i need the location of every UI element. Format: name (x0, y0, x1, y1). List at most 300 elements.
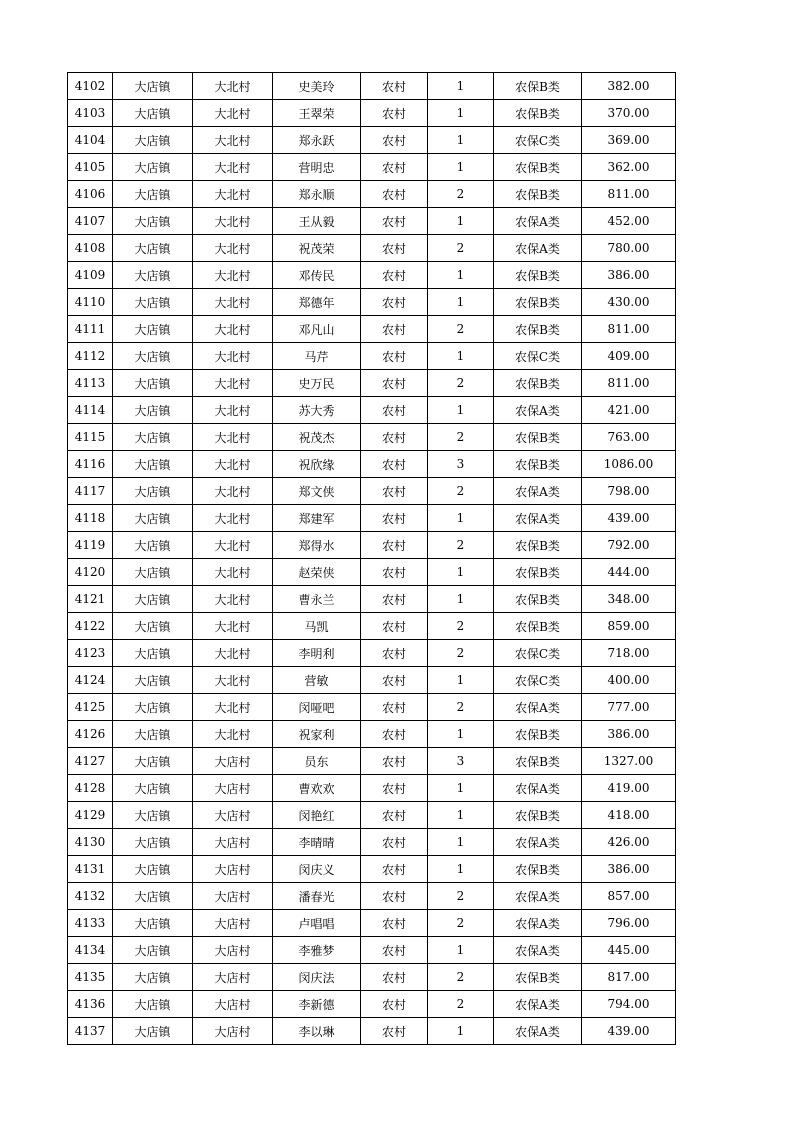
amount-cell: 370.00 (582, 100, 676, 127)
row-number-cell: 4119 (68, 532, 113, 559)
person-count-cell: 2 (428, 424, 494, 451)
insurance-class-cell: 农保B类 (494, 262, 582, 289)
household-type-cell: 农村 (361, 262, 428, 289)
village-cell: 大北村 (193, 424, 273, 451)
person-count-cell: 2 (428, 964, 494, 991)
amount-cell: 763.00 (582, 424, 676, 451)
name-cell: 闵庆法 (273, 964, 361, 991)
town-cell: 大店镇 (113, 937, 193, 964)
insurance-class-cell: 农保B类 (494, 154, 582, 181)
household-type-cell: 农村 (361, 181, 428, 208)
table-row (68, 964, 676, 991)
insurance-class-cell: 农保B类 (494, 721, 582, 748)
amount-cell: 796.00 (582, 910, 676, 937)
amount-cell: 348.00 (582, 586, 676, 613)
household-type-cell: 农村 (361, 856, 428, 883)
person-count-cell: 1 (428, 208, 494, 235)
row-number-cell: 4122 (68, 613, 113, 640)
row-number-cell: 4136 (68, 991, 113, 1018)
row-number-cell: 4127 (68, 748, 113, 775)
person-count-cell: 2 (428, 640, 494, 667)
town-cell: 大店镇 (113, 694, 193, 721)
amount-cell: 452.00 (582, 208, 676, 235)
household-type-cell: 农村 (361, 451, 428, 478)
village-cell: 大北村 (193, 208, 273, 235)
person-count-cell: 2 (428, 316, 494, 343)
insurance-class-cell: 农保A类 (494, 505, 582, 532)
village-cell: 大北村 (193, 397, 273, 424)
insurance-class-cell: 农保B类 (494, 100, 582, 127)
town-cell: 大店镇 (113, 559, 193, 586)
row-number-cell: 4133 (68, 910, 113, 937)
household-type-cell: 农村 (361, 316, 428, 343)
amount-cell: 418.00 (582, 802, 676, 829)
town-cell: 大店镇 (113, 478, 193, 505)
village-cell: 大北村 (193, 181, 273, 208)
household-type-cell: 农村 (361, 694, 428, 721)
table-row (68, 1018, 676, 1045)
row-number-cell: 4103 (68, 100, 113, 127)
name-cell: 郑得水 (273, 532, 361, 559)
town-cell: 大店镇 (113, 154, 193, 181)
name-cell: 李新德 (273, 991, 361, 1018)
village-cell: 大北村 (193, 505, 273, 532)
person-count-cell: 1 (428, 127, 494, 154)
table-row (68, 181, 676, 208)
table-row (68, 73, 676, 100)
person-count-cell: 1 (428, 559, 494, 586)
insurance-class-cell: 农保B类 (494, 370, 582, 397)
table-row (68, 721, 676, 748)
person-count-cell: 1 (428, 262, 494, 289)
village-cell: 大北村 (193, 451, 273, 478)
table-row (68, 667, 676, 694)
amount-cell: 857.00 (582, 883, 676, 910)
insurance-class-cell: 农保A类 (494, 937, 582, 964)
person-count-cell: 1 (428, 100, 494, 127)
village-cell: 大北村 (193, 73, 273, 100)
household-type-cell: 农村 (361, 586, 428, 613)
household-type-cell: 农村 (361, 721, 428, 748)
row-number-cell: 4135 (68, 964, 113, 991)
insurance-class-cell: 农保C类 (494, 640, 582, 667)
village-cell: 大北村 (193, 532, 273, 559)
insurance-class-cell: 农保B类 (494, 424, 582, 451)
name-cell: 邓凡山 (273, 316, 361, 343)
village-cell: 大店村 (193, 1018, 273, 1045)
amount-cell: 400.00 (582, 667, 676, 694)
town-cell: 大店镇 (113, 586, 193, 613)
insurance-class-cell: 农保A类 (494, 775, 582, 802)
village-cell: 大店村 (193, 856, 273, 883)
town-cell: 大店镇 (113, 883, 193, 910)
amount-cell: 1327.00 (582, 748, 676, 775)
name-cell: 马凯 (273, 613, 361, 640)
name-cell: 祝茂杰 (273, 424, 361, 451)
household-type-cell: 农村 (361, 829, 428, 856)
row-number-cell: 4113 (68, 370, 113, 397)
village-cell: 大北村 (193, 370, 273, 397)
amount-cell: 439.00 (582, 505, 676, 532)
insurance-class-cell: 农保B类 (494, 586, 582, 613)
town-cell: 大店镇 (113, 181, 193, 208)
insurance-class-cell: 农保B类 (494, 289, 582, 316)
insurance-class-cell: 农保B类 (494, 532, 582, 559)
person-count-cell: 2 (428, 694, 494, 721)
village-cell: 大北村 (193, 262, 273, 289)
household-type-cell: 农村 (361, 370, 428, 397)
village-cell: 大北村 (193, 694, 273, 721)
person-count-cell: 2 (428, 370, 494, 397)
household-type-cell: 农村 (361, 937, 428, 964)
town-cell: 大店镇 (113, 397, 193, 424)
household-type-cell: 农村 (361, 910, 428, 937)
person-count-cell: 1 (428, 829, 494, 856)
insurance-class-cell: 农保C类 (494, 343, 582, 370)
village-cell: 大北村 (193, 100, 273, 127)
table-row (68, 451, 676, 478)
amount-cell: 419.00 (582, 775, 676, 802)
table-row (68, 802, 676, 829)
town-cell: 大店镇 (113, 613, 193, 640)
insurance-class-cell: 农保C类 (494, 127, 582, 154)
person-count-cell: 1 (428, 154, 494, 181)
insurance-class-cell: 农保A类 (494, 991, 582, 1018)
name-cell: 营明忠 (273, 154, 361, 181)
town-cell: 大店镇 (113, 73, 193, 100)
person-count-cell: 2 (428, 235, 494, 262)
table-row (68, 559, 676, 586)
village-cell: 大店村 (193, 748, 273, 775)
town-cell: 大店镇 (113, 640, 193, 667)
insurance-class-cell: 农保B类 (494, 802, 582, 829)
table-row (68, 100, 676, 127)
row-number-cell: 4107 (68, 208, 113, 235)
village-cell: 大北村 (193, 721, 273, 748)
name-cell: 李雅梦 (273, 937, 361, 964)
person-count-cell: 3 (428, 748, 494, 775)
row-number-cell: 4115 (68, 424, 113, 451)
amount-cell: 811.00 (582, 316, 676, 343)
household-type-cell: 农村 (361, 100, 428, 127)
table-row (68, 262, 676, 289)
name-cell: 闵艳红 (273, 802, 361, 829)
household-type-cell: 农村 (361, 532, 428, 559)
row-number-cell: 4121 (68, 586, 113, 613)
village-cell: 大店村 (193, 910, 273, 937)
table-body (68, 73, 676, 1045)
name-cell: 闵哑吧 (273, 694, 361, 721)
name-cell: 苏大秀 (273, 397, 361, 424)
household-type-cell: 农村 (361, 640, 428, 667)
table-row (68, 937, 676, 964)
person-count-cell: 2 (428, 883, 494, 910)
insurance-class-cell: 农保C类 (494, 667, 582, 694)
town-cell: 大店镇 (113, 532, 193, 559)
village-cell: 大北村 (193, 640, 273, 667)
town-cell: 大店镇 (113, 451, 193, 478)
amount-cell: 777.00 (582, 694, 676, 721)
name-cell: 史万民 (273, 370, 361, 397)
household-type-cell: 农村 (361, 613, 428, 640)
person-count-cell: 1 (428, 775, 494, 802)
amount-cell: 811.00 (582, 370, 676, 397)
table-row (68, 775, 676, 802)
row-number-cell: 4118 (68, 505, 113, 532)
row-number-cell: 4120 (68, 559, 113, 586)
row-number-cell: 4137 (68, 1018, 113, 1045)
row-number-cell: 4106 (68, 181, 113, 208)
name-cell: 潘春光 (273, 883, 361, 910)
village-cell: 大店村 (193, 964, 273, 991)
amount-cell: 386.00 (582, 262, 676, 289)
insurance-class-cell: 农保A类 (494, 397, 582, 424)
name-cell: 祝欣缘 (273, 451, 361, 478)
table-row (68, 829, 676, 856)
person-count-cell: 2 (428, 478, 494, 505)
town-cell: 大店镇 (113, 505, 193, 532)
insurance-class-cell: 农保A类 (494, 235, 582, 262)
name-cell: 卢唱唱 (273, 910, 361, 937)
name-cell: 营敏 (273, 667, 361, 694)
village-cell: 大店村 (193, 829, 273, 856)
household-type-cell: 农村 (361, 667, 428, 694)
name-cell: 闵庆义 (273, 856, 361, 883)
name-cell: 李以琳 (273, 1018, 361, 1045)
village-cell: 大店村 (193, 937, 273, 964)
row-number-cell: 4104 (68, 127, 113, 154)
village-cell: 大北村 (193, 478, 273, 505)
town-cell: 大店镇 (113, 424, 193, 451)
insurance-class-cell: 农保A类 (494, 478, 582, 505)
row-number-cell: 4110 (68, 289, 113, 316)
village-cell: 大店村 (193, 775, 273, 802)
name-cell: 李明利 (273, 640, 361, 667)
row-number-cell: 4128 (68, 775, 113, 802)
village-cell: 大北村 (193, 586, 273, 613)
town-cell: 大店镇 (113, 991, 193, 1018)
household-type-cell: 农村 (361, 991, 428, 1018)
town-cell: 大店镇 (113, 748, 193, 775)
household-type-cell: 农村 (361, 802, 428, 829)
person-count-cell: 1 (428, 856, 494, 883)
village-cell: 大北村 (193, 559, 273, 586)
person-count-cell: 2 (428, 613, 494, 640)
row-number-cell: 4134 (68, 937, 113, 964)
amount-cell: 445.00 (582, 937, 676, 964)
insurance-class-cell: 农保B类 (494, 856, 582, 883)
person-count-cell: 1 (428, 505, 494, 532)
name-cell: 曹欢欢 (273, 775, 361, 802)
household-type-cell: 农村 (361, 154, 428, 181)
person-count-cell: 2 (428, 532, 494, 559)
town-cell: 大店镇 (113, 964, 193, 991)
amount-cell: 439.00 (582, 1018, 676, 1045)
table-row (68, 640, 676, 667)
row-number-cell: 4123 (68, 640, 113, 667)
row-number-cell: 4108 (68, 235, 113, 262)
table-row (68, 748, 676, 775)
village-cell: 大北村 (193, 316, 273, 343)
row-number-cell: 4112 (68, 343, 113, 370)
village-cell: 大北村 (193, 667, 273, 694)
row-number-cell: 4105 (68, 154, 113, 181)
person-count-cell: 2 (428, 991, 494, 1018)
table-row (68, 154, 676, 181)
household-type-cell: 农村 (361, 964, 428, 991)
town-cell: 大店镇 (113, 829, 193, 856)
table-row (68, 424, 676, 451)
name-cell: 曹永兰 (273, 586, 361, 613)
amount-cell: 859.00 (582, 613, 676, 640)
name-cell: 员东 (273, 748, 361, 775)
amount-cell: 817.00 (582, 964, 676, 991)
table-row (68, 127, 676, 154)
town-cell: 大店镇 (113, 289, 193, 316)
amount-cell: 798.00 (582, 478, 676, 505)
village-cell: 大北村 (193, 235, 273, 262)
person-count-cell: 1 (428, 667, 494, 694)
table-row (68, 586, 676, 613)
insurance-class-cell: 农保B类 (494, 181, 582, 208)
amount-cell: 718.00 (582, 640, 676, 667)
amount-cell: 382.00 (582, 73, 676, 100)
person-count-cell: 1 (428, 73, 494, 100)
town-cell: 大店镇 (113, 127, 193, 154)
name-cell: 史美玲 (273, 73, 361, 100)
row-number-cell: 4124 (68, 667, 113, 694)
insurance-class-cell: 农保B类 (494, 613, 582, 640)
row-number-cell: 4129 (68, 802, 113, 829)
amount-cell: 794.00 (582, 991, 676, 1018)
row-number-cell: 4111 (68, 316, 113, 343)
person-count-cell: 2 (428, 181, 494, 208)
village-cell: 大店村 (193, 883, 273, 910)
name-cell: 王从毅 (273, 208, 361, 235)
table-row (68, 316, 676, 343)
town-cell: 大店镇 (113, 667, 193, 694)
row-number-cell: 4126 (68, 721, 113, 748)
table-row (68, 532, 676, 559)
amount-cell: 430.00 (582, 289, 676, 316)
name-cell: 郑文侠 (273, 478, 361, 505)
name-cell: 李晴晴 (273, 829, 361, 856)
town-cell: 大店镇 (113, 100, 193, 127)
household-type-cell: 农村 (361, 424, 428, 451)
name-cell: 郑建军 (273, 505, 361, 532)
name-cell: 马芹 (273, 343, 361, 370)
row-number-cell: 4116 (68, 451, 113, 478)
town-cell: 大店镇 (113, 1018, 193, 1045)
table-row (68, 910, 676, 937)
row-number-cell: 4102 (68, 73, 113, 100)
person-count-cell: 1 (428, 721, 494, 748)
table-row (68, 235, 676, 262)
table-row (68, 370, 676, 397)
name-cell: 祝家利 (273, 721, 361, 748)
name-cell: 赵荣侠 (273, 559, 361, 586)
table-row (68, 343, 676, 370)
town-cell: 大店镇 (113, 910, 193, 937)
town-cell: 大店镇 (113, 235, 193, 262)
household-type-cell: 农村 (361, 235, 428, 262)
amount-cell: 426.00 (582, 829, 676, 856)
amount-cell: 792.00 (582, 532, 676, 559)
insurance-class-cell: 农保A类 (494, 829, 582, 856)
person-count-cell: 1 (428, 802, 494, 829)
town-cell: 大店镇 (113, 208, 193, 235)
name-cell: 郑永顺 (273, 181, 361, 208)
insurance-class-cell: 农保A类 (494, 208, 582, 235)
town-cell: 大店镇 (113, 856, 193, 883)
town-cell: 大店镇 (113, 316, 193, 343)
town-cell: 大店镇 (113, 775, 193, 802)
amount-cell: 444.00 (582, 559, 676, 586)
village-cell: 大店村 (193, 802, 273, 829)
person-count-cell: 3 (428, 451, 494, 478)
amount-cell: 362.00 (582, 154, 676, 181)
row-number-cell: 4117 (68, 478, 113, 505)
village-cell: 大北村 (193, 154, 273, 181)
table-row (68, 208, 676, 235)
table-row (68, 289, 676, 316)
household-type-cell: 农村 (361, 1018, 428, 1045)
person-count-cell: 1 (428, 343, 494, 370)
town-cell: 大店镇 (113, 370, 193, 397)
insurance-class-cell: 农保B类 (494, 316, 582, 343)
insurance-class-cell: 农保A类 (494, 910, 582, 937)
insurance-class-cell: 农保B类 (494, 451, 582, 478)
amount-cell: 780.00 (582, 235, 676, 262)
town-cell: 大店镇 (113, 802, 193, 829)
village-cell: 大北村 (193, 613, 273, 640)
amount-cell: 1086.00 (582, 451, 676, 478)
insurance-class-cell: 农保B类 (494, 73, 582, 100)
person-count-cell: 1 (428, 586, 494, 613)
village-cell: 大北村 (193, 127, 273, 154)
amount-cell: 386.00 (582, 856, 676, 883)
village-cell: 大北村 (193, 289, 273, 316)
row-number-cell: 4125 (68, 694, 113, 721)
person-count-cell: 1 (428, 289, 494, 316)
person-count-cell: 2 (428, 910, 494, 937)
amount-cell: 409.00 (582, 343, 676, 370)
insurance-class-cell: 农保A类 (494, 1018, 582, 1045)
insurance-class-cell: 农保B类 (494, 964, 582, 991)
amount-cell: 369.00 (582, 127, 676, 154)
household-type-cell: 农村 (361, 775, 428, 802)
household-type-cell: 农村 (361, 127, 428, 154)
insurance-class-cell: 农保B类 (494, 559, 582, 586)
person-count-cell: 1 (428, 397, 494, 424)
household-type-cell: 农村 (361, 748, 428, 775)
table-row (68, 397, 676, 424)
row-number-cell: 4130 (68, 829, 113, 856)
person-count-cell: 1 (428, 937, 494, 964)
amount-cell: 811.00 (582, 181, 676, 208)
person-count-cell: 1 (428, 1018, 494, 1045)
village-cell: 大北村 (193, 343, 273, 370)
table-row (68, 883, 676, 910)
insurance-class-cell: 农保A类 (494, 883, 582, 910)
town-cell: 大店镇 (113, 343, 193, 370)
household-type-cell: 农村 (361, 883, 428, 910)
name-cell: 郑德年 (273, 289, 361, 316)
table-row (68, 613, 676, 640)
name-cell: 祝茂荣 (273, 235, 361, 262)
insurance-class-cell: 农保A类 (494, 694, 582, 721)
household-type-cell: 农村 (361, 343, 428, 370)
